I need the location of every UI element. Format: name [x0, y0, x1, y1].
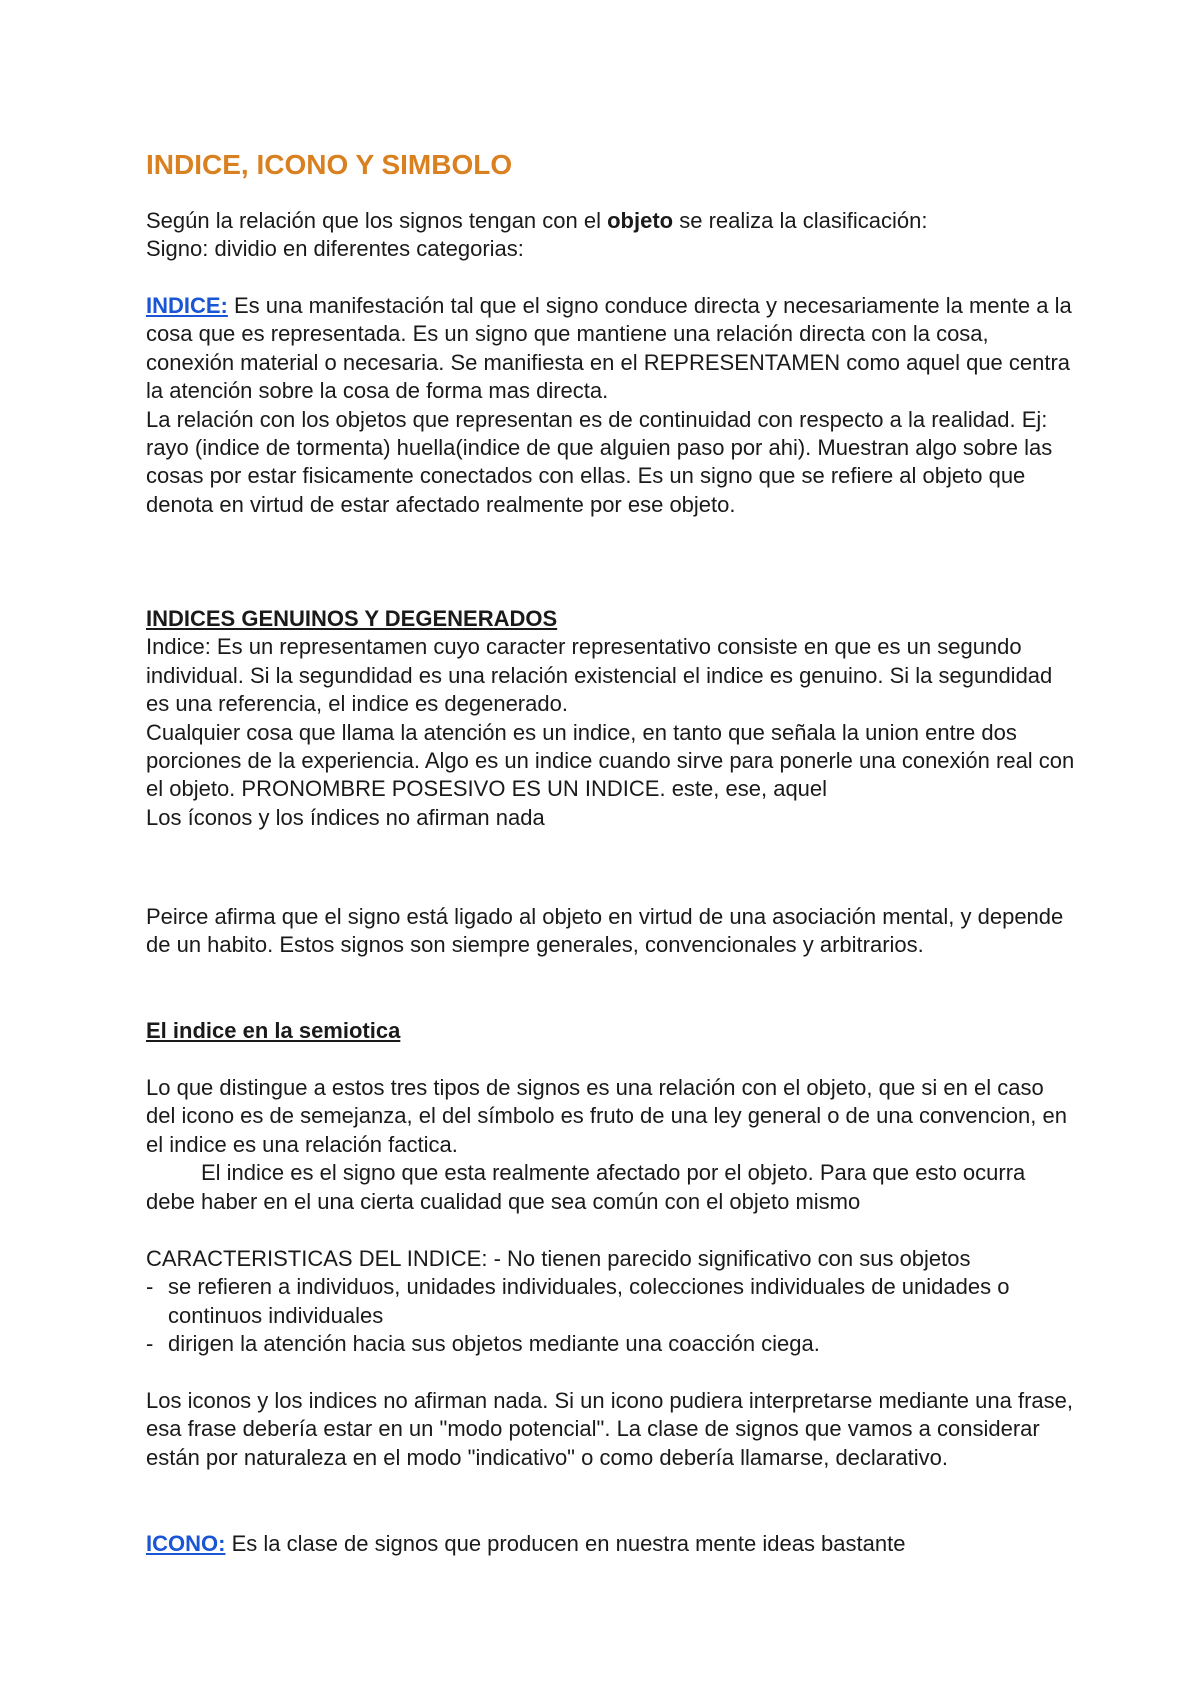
indice-text-2: La relación con los objetos que representan es de continuidad con respecto a la realidad. Ej: rayo (indice de tormenta) huella(indice de que alguien paso por ahi). Muestran algo sobre las cosas por estar fisicamente conectados con ellas. Es un signo que se refiere al objeto que denota en virtud de estar afectado realmente por ese objeto. — [146, 406, 1053, 517]
icono-paragraph — [146, 1530, 1076, 1558]
semiotica-heading-block — [146, 1017, 1076, 1045]
intro-paragraph — [146, 207, 1076, 264]
intro-text-end: se realiza la clasificación: — [673, 208, 928, 233]
semiotica-paragraph — [146, 1074, 1076, 1216]
list-item: - dirigen la atención hacia sus objetos mediante una coacción ciega. — [146, 1330, 1076, 1358]
peirce-paragraph: Peirce afirma que el signo está ligado al objeto en virtud de una asociación mental, y depende de un habito. Estos signos son siempre generales, convencionales y arbitrarios. — [146, 904, 1064, 958]
caracteristicas-line: CARACTERISTICAS DEL INDICE: - No tienen parecido significativo con sus objetos — [146, 1246, 971, 1271]
genuinos-text-1: Indice: Es un representamen cuyo caracter representativo consiste en que es un segundo individual. Si la segundidad es una relación existencial el indice es genuino. Si la segundidad es una referencia, el indice es degenerado. — [146, 634, 1053, 717]
semiotica-text-2: El indice es el signo que esta realmente afectado por el objeto. Para que esto ocurra debe haber en el una cierta cualidad que sea común con el objeto mismo — [146, 1160, 1026, 1214]
intro-text-start: Según la relación que los signos tengan con el — [146, 208, 608, 233]
genuinos-section — [146, 605, 1076, 832]
semiotica-heading: El indice en la semiotica — [146, 1018, 401, 1043]
genuinos-text-2: Cualquier cosa que llama la atención es un indice, en tanto que señala la union entre dos porciones de la experiencia. Algo es un indice cuando sirve para ponerle una conexión real con el objeto. PRONOMBRE POSESIVO ES UN INDICE. este, ese, aquel — [146, 719, 1075, 802]
caracteristicas-list — [146, 1273, 1076, 1358]
caracteristicas-section — [146, 1245, 1076, 1359]
icono-label: ICONO: — [146, 1531, 226, 1556]
iconos-paragraph: Los iconos y los indices no afirman nada. Si un icono pudiera interpretarse mediante una frase, esa frase debería estar en un "modo potencial". La clase de signos que vamos a considerar están por naturaleza en el modo "indicativo" o como debería llamarse, declarativo. — [146, 1388, 1073, 1470]
indice-label: INDICE: — [146, 293, 228, 318]
intro-bold-objeto: objeto — [607, 208, 674, 233]
genuinos-text-3: Los íconos y los índices no afirman nada — [146, 804, 545, 830]
indice-paragraph — [146, 292, 1076, 519]
icono-text: Es la clase de signos que producen en nuestra mente ideas bastante — [225, 1531, 906, 1556]
genuinos-heading: INDICES GENUINOS Y DEGENERADOS — [146, 606, 558, 631]
indice-text-1: Es una manifestación tal que el signo conduce directa y necesariamente la mente a la cosa que es representada. Es un signo que mantiene una relación directa con la cosa, conexión material o necesaria. Se manifiesta en el REPRESENTAMEN como aquel que centra la atención sobre la cosa de forma mas directa. — [146, 293, 1072, 404]
list-item: - se refieren a individuos, unidades individuales, colecciones individuales de unidades o continuos individuales — [146, 1273, 1076, 1330]
semiotica-text-1: Lo que distingue a estos tres tipos de signos es una relación con el objeto, que si en el caso del icono es de semejanza, el del símbolo es fruto de una ley general o de una convencion, en el indice es una relación factica. — [146, 1075, 1067, 1157]
intro-line-two: Signo: dividio en diferentes categorias: — [146, 236, 524, 262]
page-title: INDICE, ICONO Y SIMBOLO — [146, 149, 513, 180]
